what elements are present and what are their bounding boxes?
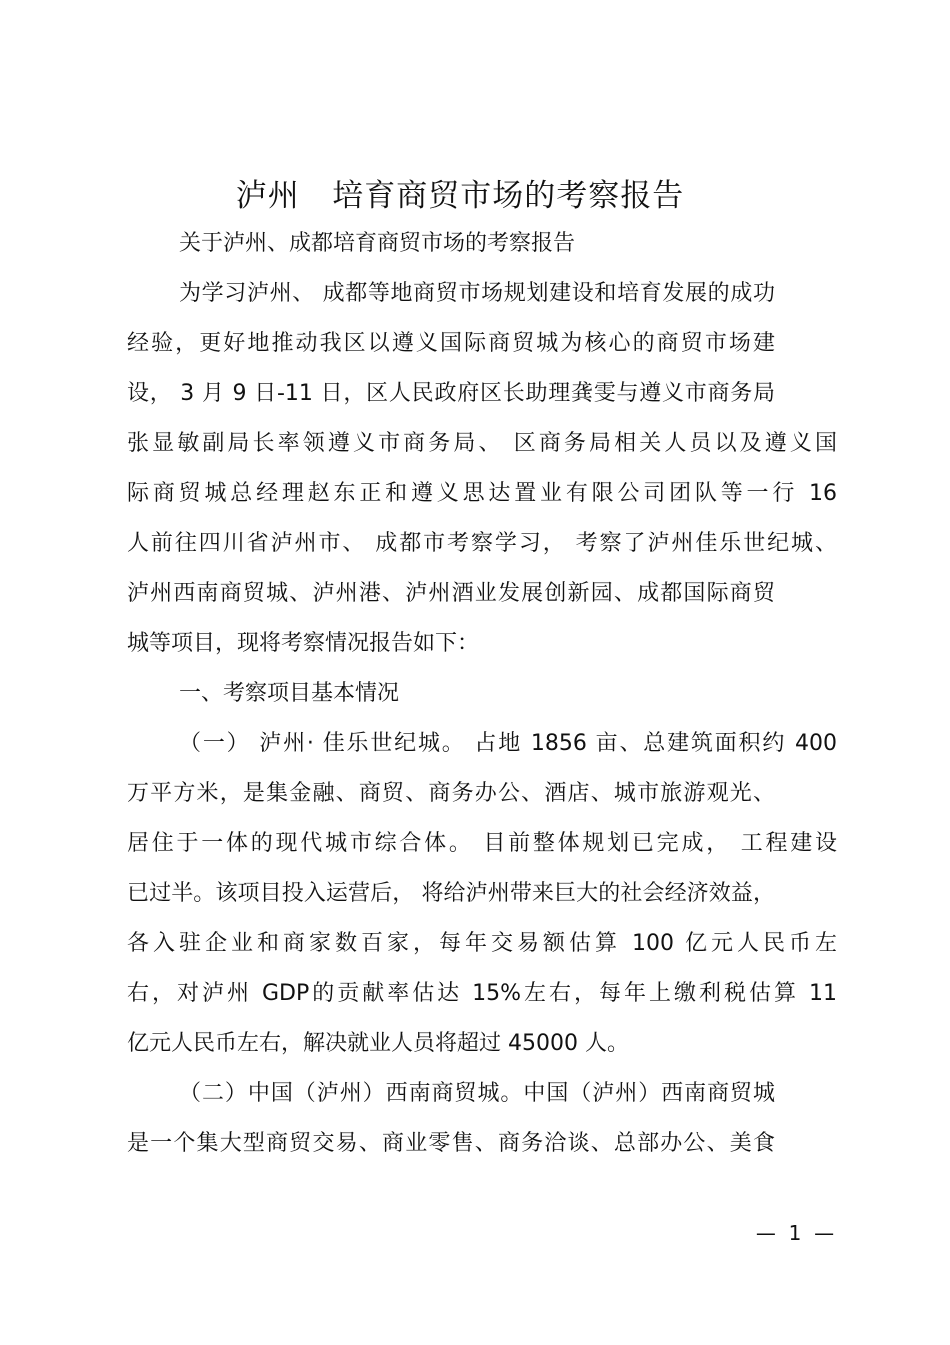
paragraph-line: 居住于一体的现代城市综合体。 目前整体规划已完成， 工程建设: [127, 831, 837, 856]
page-number: — 1 —: [755, 1221, 835, 1245]
paragraph-line: 泸州西南商贸城、泸州港、泸州酒业发展创新园、成都国际商贸: [127, 581, 775, 606]
paragraph-line: 人前往四川省泸州市、 成都市考察学习， 考察了泸州佳乐世纪城、: [127, 531, 837, 556]
document-title: 泸州 培育商贸市场的考察报告: [235, 178, 685, 214]
paragraph-line: 城等项目，现将考察情况报告如下：: [127, 631, 480, 656]
paragraph-line: 经验，更好地推动我区以遵义国际商贸城为核心的商贸市场建: [127, 331, 775, 356]
paragraph-line: 张显敏副局长率领遵义市商务局、 区商务局相关人员以及遵义国: [127, 431, 837, 456]
paragraph-line: 亿元人民币左右，解决就业人员将超过 45000 人。: [127, 1031, 629, 1056]
paragraph-line: 是一个集大型商贸交易、商业零售、商务洽谈、总部办公、美食: [127, 1131, 775, 1156]
paragraph-line: 设， 3 月 9 日-11 日，区人民政府区长助理龚雯与遵义市商务局: [127, 381, 775, 406]
paragraph-line: 已过半。该项目投入运营后， 将给泸州带来巨大的社会经济效益，: [127, 881, 775, 906]
paragraph-line: （二）中国（泸州）西南商贸城。中国（泸州）西南商贸城: [179, 1081, 775, 1106]
section-heading: 一、考察项目基本情况: [179, 681, 400, 706]
paragraph-line: 为学习泸州、 成都等地商贸市场规划建设和培育发展的成功: [179, 281, 775, 306]
paragraph-line: 万平方米，是集金融、商贸、商务办公、酒店、城市旅游观光、: [127, 781, 775, 806]
paragraph-line: 右，对泸州 GDP的贡献率估达 15%左右，每年上缴利税估算 11: [127, 981, 837, 1006]
paragraph-line: （一） 泸州· 佳乐世纪城。 占地 1856 亩、总建筑面积约 400: [179, 731, 837, 756]
paragraph-line: 各入驻企业和商家数百家，每年交易额估算 100 亿元人民币左: [127, 931, 837, 956]
paragraph-line: 际商贸城总经理赵东正和遵义思达置业有限公司团队等一行 16: [127, 481, 837, 506]
subtitle-line: 关于泸州、成都培育商贸市场的考察报告: [179, 231, 576, 256]
